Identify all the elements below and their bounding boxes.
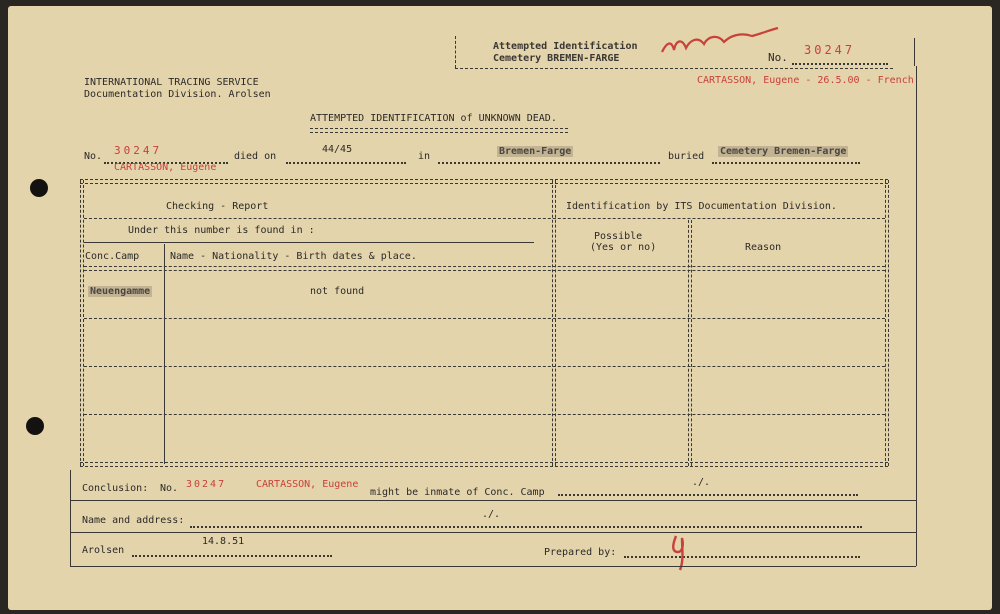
in-value: Bremen-Farge: [499, 146, 572, 157]
conclusion-no-label: No.: [160, 483, 179, 494]
name-address-label: Name and address:: [82, 515, 185, 526]
prepared-by-dots: [624, 556, 860, 558]
table-divider-main-inner: [555, 180, 556, 466]
col-camp-header: Conc.Camp: [85, 251, 140, 262]
table-left-border: [80, 180, 81, 466]
org-line2: Documentation Division. Arolsen: [84, 89, 271, 100]
punch-hole-bottom: [26, 417, 44, 435]
checking-header: Checking - Report: [166, 201, 269, 212]
table-right-border-inner: [888, 180, 889, 466]
col-possible-header: Possible: [594, 231, 643, 242]
punch-hole-top: [30, 179, 48, 197]
org-line1: INTERNATIONAL TRACING SERVICE: [84, 77, 259, 88]
record-no-value: 30247: [114, 144, 163, 157]
table-left-border-inner: [83, 180, 84, 466]
buried-label: buried: [668, 151, 705, 162]
table-row-line-2: [84, 366, 885, 367]
conclusion-label: Conclusion:: [82, 483, 149, 494]
in-label: in: [418, 151, 431, 162]
buried-value: Cemetery Bremen-Farge: [720, 146, 847, 157]
under-number-label: Under this number is found in :: [128, 225, 315, 236]
stamp-line2: Cemetery BREMEN-FARGE: [493, 53, 620, 64]
under-number-line: [84, 242, 534, 243]
stamp-box-bottom: [455, 68, 893, 69]
identification-header: Identification by ITS Documentation Division.: [566, 201, 837, 212]
footer-place: Arolsen: [82, 545, 125, 556]
conclusion-dots: [558, 494, 858, 496]
form-right-border: [916, 66, 917, 566]
table-right-border: [885, 180, 886, 466]
header-no-label: No.: [768, 51, 788, 64]
form-bottom-line: [70, 566, 916, 567]
table-row-line-3: [84, 414, 885, 415]
stamp-box-left: [455, 36, 456, 68]
header-red-caption: CARTASSON, Eugene - 26.5.00 - French: [697, 75, 914, 86]
table-divider-reason-inner: [691, 220, 692, 466]
record-no-label: No.: [84, 151, 103, 162]
row1-camp: Neuengamme: [90, 286, 151, 297]
form-left-border: [70, 470, 71, 566]
in-dots: [438, 162, 660, 164]
conclusion-name: CARTASSON, Eugene: [256, 479, 359, 490]
conclusion-line: [70, 500, 916, 501]
col-reason-header: Reason: [745, 242, 782, 253]
conclusion-value: ./.: [692, 477, 711, 488]
table-top-border: [80, 179, 888, 184]
name-address-line: [70, 532, 916, 533]
handwritten-name-note: [660, 22, 780, 58]
name-address-dots: [190, 526, 862, 528]
header-no-dots: [792, 63, 888, 65]
footer-date-dots: [132, 555, 332, 557]
record-name: CARTASSON, Eugene: [114, 162, 217, 173]
table-column-header-line: [84, 266, 885, 271]
died-value: 44/45: [322, 144, 353, 155]
table-bottom-border: [80, 462, 888, 467]
table-header-line: [84, 218, 885, 219]
col-possible-sub: (Yes or no): [590, 242, 657, 253]
stamp-line1: Attempted Identification: [493, 41, 638, 52]
conclusion-text: might be inmate of Conc. Camp: [370, 487, 545, 498]
title-underline: [310, 128, 568, 133]
buried-dots: [712, 162, 860, 164]
stamp-box-right: [914, 38, 915, 66]
table-row-line-1: [84, 318, 885, 319]
footer-date: 14.8.51: [202, 536, 245, 547]
died-label: died on: [234, 151, 277, 162]
conclusion-no-value: 30247: [186, 479, 227, 490]
name-address-value: ./.: [482, 509, 501, 520]
died-dots: [286, 162, 406, 164]
header-no-value: 30247: [804, 43, 856, 57]
col-name-header: Name - Nationality - Birth dates & place.: [170, 251, 417, 262]
prepared-by-label: Prepared by:: [544, 547, 617, 558]
table-divider-reason: [688, 220, 689, 466]
table-divider-camp: [164, 244, 165, 464]
row1-result: not found: [310, 286, 365, 297]
form-title: ATTEMPTED IDENTIFICATION of UNKNOWN DEAD.: [310, 113, 557, 124]
table-divider-main: [552, 180, 553, 466]
